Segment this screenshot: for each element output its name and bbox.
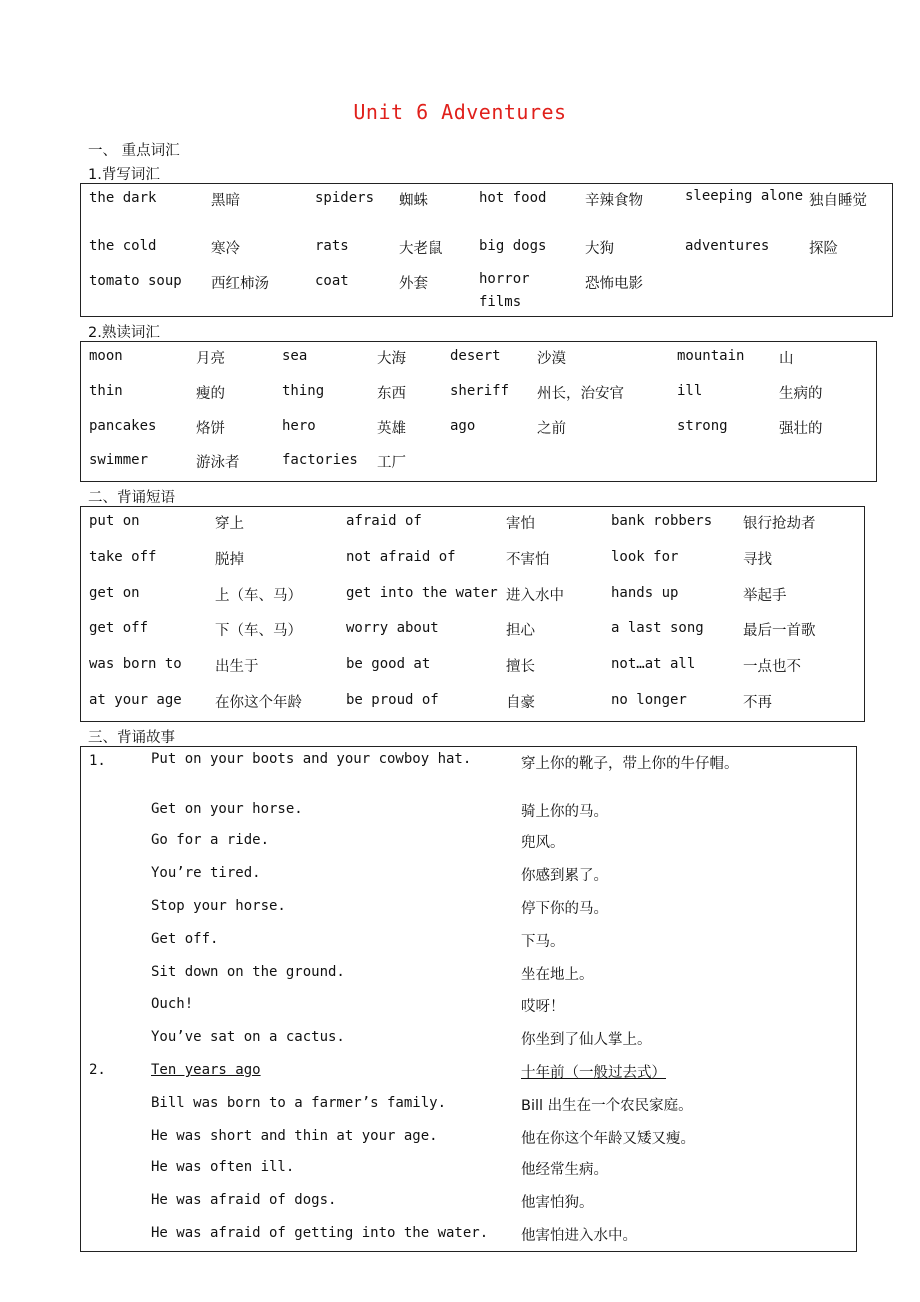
- story-line-en: Go for a ride.: [151, 832, 270, 848]
- vocab-cn: 烙饼: [196, 421, 225, 437]
- story-line-en: Stop your horse.: [151, 898, 286, 914]
- vocab-en: hot food: [479, 190, 547, 206]
- vocab-en: mountain: [677, 348, 745, 364]
- vocab-en: ago: [450, 418, 476, 434]
- vocab-en: strong: [677, 418, 728, 434]
- vocab-cn: 辛辣食物: [585, 193, 643, 209]
- vocab-cn: 瘦的: [196, 386, 225, 402]
- story-line-cn: 他害怕狗。: [521, 1195, 594, 1211]
- vocab-en: ill: [677, 383, 703, 399]
- vocab-cn: 探险: [809, 241, 838, 257]
- story-line-en: He was often ill.: [151, 1159, 295, 1175]
- vocab-cn: 大老鼠: [399, 241, 443, 257]
- vocab-cn: 沙漠: [537, 351, 566, 367]
- phrase-en: get on: [89, 585, 140, 601]
- phrase-cn: 举起手: [743, 588, 787, 604]
- vocab-en: desert: [450, 348, 501, 364]
- story-line-cn: 下马。: [521, 934, 565, 950]
- vocab-cn: 蜘蛛: [399, 193, 428, 209]
- phrase-en: not…at all: [611, 656, 696, 672]
- phrase-cn: 穿上: [215, 516, 244, 532]
- vocab-en: rats: [315, 238, 349, 254]
- story-line-cn: Bill 出生在一个农民家庭。: [521, 1098, 693, 1114]
- phrase-cn: 出生于: [215, 659, 259, 675]
- phrase-cn: 不害怕: [506, 552, 550, 568]
- vocab-en: sleeping alone: [685, 188, 804, 204]
- vocab-read-table: [80, 341, 877, 482]
- phrase-en: be good at: [346, 656, 431, 672]
- story-line-en: You’ve sat on a cactus.: [151, 1029, 345, 1045]
- story-number: 1.: [89, 753, 106, 769]
- vocab-cn: 大狗: [585, 241, 614, 257]
- vocab-en: pancakes: [89, 418, 157, 434]
- story-line-en: Sit down on the ground.: [151, 964, 345, 980]
- story-line-en: Put on your boots and your cowboy hat.: [151, 751, 472, 767]
- phrase-cn: 上（车、马）: [215, 588, 302, 604]
- phrase-en: a last song: [611, 620, 704, 636]
- story-line-en: Get off.: [151, 931, 219, 947]
- phrase-cn: 下（车、马）: [215, 623, 302, 639]
- phrase-cn: 自豪: [506, 695, 535, 711]
- vocab-cn: 西红柿汤: [211, 276, 269, 292]
- sub1-heading: 1.背写词汇: [88, 167, 160, 183]
- phrase-cn: 脱掉: [215, 552, 244, 568]
- vocab-en: sheriff: [450, 383, 510, 399]
- vocab-cn: 强壮的: [779, 421, 823, 437]
- story-line-en: Bill was born to a farmer’s family.: [151, 1095, 447, 1111]
- phrase-en: bank robbers: [611, 513, 713, 529]
- vocab-cn: 月亮: [196, 351, 225, 367]
- vocab-cn: 之前: [537, 421, 566, 437]
- vocab-cn: 山: [779, 351, 794, 367]
- vocab-cn: 州长，治安官: [537, 386, 624, 402]
- phrase-en: take off: [89, 549, 157, 565]
- vocab-cn: 英雄: [377, 421, 406, 437]
- phrase-en: afraid of: [346, 513, 422, 529]
- vocab-en: spiders: [315, 190, 375, 206]
- story-line-en: He was afraid of getting into the water.: [151, 1225, 489, 1241]
- phrase-cn: 擅长: [506, 659, 535, 675]
- vocab-en: horror films: [479, 271, 530, 310]
- story-table: [80, 746, 857, 1252]
- sub2-heading: 2.熟读词汇: [88, 325, 160, 341]
- vocab-cn: 东西: [377, 386, 406, 402]
- phrase-en: get off: [89, 620, 149, 636]
- vocab-en: coat: [315, 273, 349, 289]
- vocab-write-table: [80, 183, 893, 317]
- phrase-en: no longer: [611, 692, 687, 708]
- vocab-en: thin: [89, 383, 123, 399]
- phrase-cn: 最后一首歌: [743, 623, 816, 639]
- story-line-cn: 骑上你的马。: [521, 804, 608, 820]
- vocab-cn: 生病的: [779, 386, 823, 402]
- story-heading-cn: 十年前（一般过去式）: [521, 1065, 666, 1081]
- story-line-cn: 兜风。: [521, 835, 565, 851]
- story-line-cn: 坐在地上。: [521, 967, 594, 983]
- vocab-cn: 黑暗: [211, 193, 240, 209]
- phrase-cn: 害怕: [506, 516, 535, 532]
- vocab-cn: 独自睡觉: [809, 193, 867, 209]
- phrase-en: not afraid of: [346, 549, 456, 565]
- section3-heading: 三、背诵故事: [88, 730, 175, 746]
- story-line-en: Ouch!: [151, 996, 194, 1012]
- vocab-cn: 寒冷: [211, 241, 240, 257]
- vocab-en: swimmer: [89, 452, 149, 468]
- story-line-en: He was afraid of dogs.: [151, 1192, 337, 1208]
- story-line-cn: 他在你这个年龄又矮又瘦。: [521, 1131, 695, 1147]
- story-line-cn: 停下你的马。: [521, 901, 608, 917]
- phrase-en: hands up: [611, 585, 679, 601]
- phrase-cn: 寻找: [743, 552, 772, 568]
- phrase-cn: 一点也不: [743, 659, 801, 675]
- story-line-en: You’re tired.: [151, 865, 261, 881]
- story-line-cn: 你坐到了仙人掌上。: [521, 1032, 652, 1048]
- vocab-en: hero: [282, 418, 316, 434]
- story-line-cn: 穿上你的靴子，带上你的牛仔帽。: [521, 756, 739, 772]
- story-line-cn: 你感到累了。: [521, 868, 608, 884]
- story-line-cn: 哎呀！: [521, 999, 565, 1015]
- phrase-en: be proud of: [346, 692, 439, 708]
- story-line-cn: 他害怕进入水中。: [521, 1228, 637, 1244]
- phrases-table: [80, 506, 865, 722]
- phrase-cn: 在你这个年龄: [215, 695, 302, 711]
- vocab-en: factories: [282, 452, 358, 468]
- section1-heading: 一、 重点词汇: [88, 143, 180, 159]
- vocab-cn: 恐怖电影: [585, 276, 643, 292]
- vocab-cn: 游泳者: [196, 455, 240, 471]
- phrase-cn: 银行抢劫者: [743, 516, 816, 532]
- story-line-en: Get on your horse.: [151, 801, 303, 817]
- phrase-cn: 不再: [743, 695, 772, 711]
- vocab-cn: 大海: [377, 351, 406, 367]
- phrase-en: look for: [611, 549, 679, 565]
- vocab-en: the cold: [89, 238, 157, 254]
- vocab-en: big dogs: [479, 238, 547, 254]
- vocab-en: sea: [282, 348, 308, 364]
- vocab-en: the dark: [89, 190, 157, 206]
- vocab-en: thing: [282, 383, 325, 399]
- vocab-en: moon: [89, 348, 123, 364]
- story-heading-en: Ten years ago: [151, 1062, 261, 1078]
- vocab-en: tomato soup: [89, 273, 182, 289]
- vocab-en: adventures: [685, 238, 770, 254]
- page-title: Unit 6 Adventures: [353, 100, 567, 124]
- phrase-en: at your age: [89, 692, 182, 708]
- story-number: 2.: [89, 1062, 106, 1078]
- phrase-cn: 进入水中: [506, 588, 564, 604]
- phrase-en: was born to: [89, 656, 182, 672]
- story-line-cn: 他经常生病。: [521, 1162, 608, 1178]
- vocab-cn: 外套: [399, 276, 428, 292]
- section2-heading: 二、背诵短语: [88, 490, 175, 506]
- story-line-en: He was short and thin at your age.: [151, 1128, 438, 1144]
- vocab-cn: 工厂: [377, 455, 406, 471]
- phrase-en: worry about: [346, 620, 439, 636]
- phrase-en: get into the water: [346, 585, 498, 601]
- phrase-cn: 担心: [506, 623, 535, 639]
- phrase-en: put on: [89, 513, 140, 529]
